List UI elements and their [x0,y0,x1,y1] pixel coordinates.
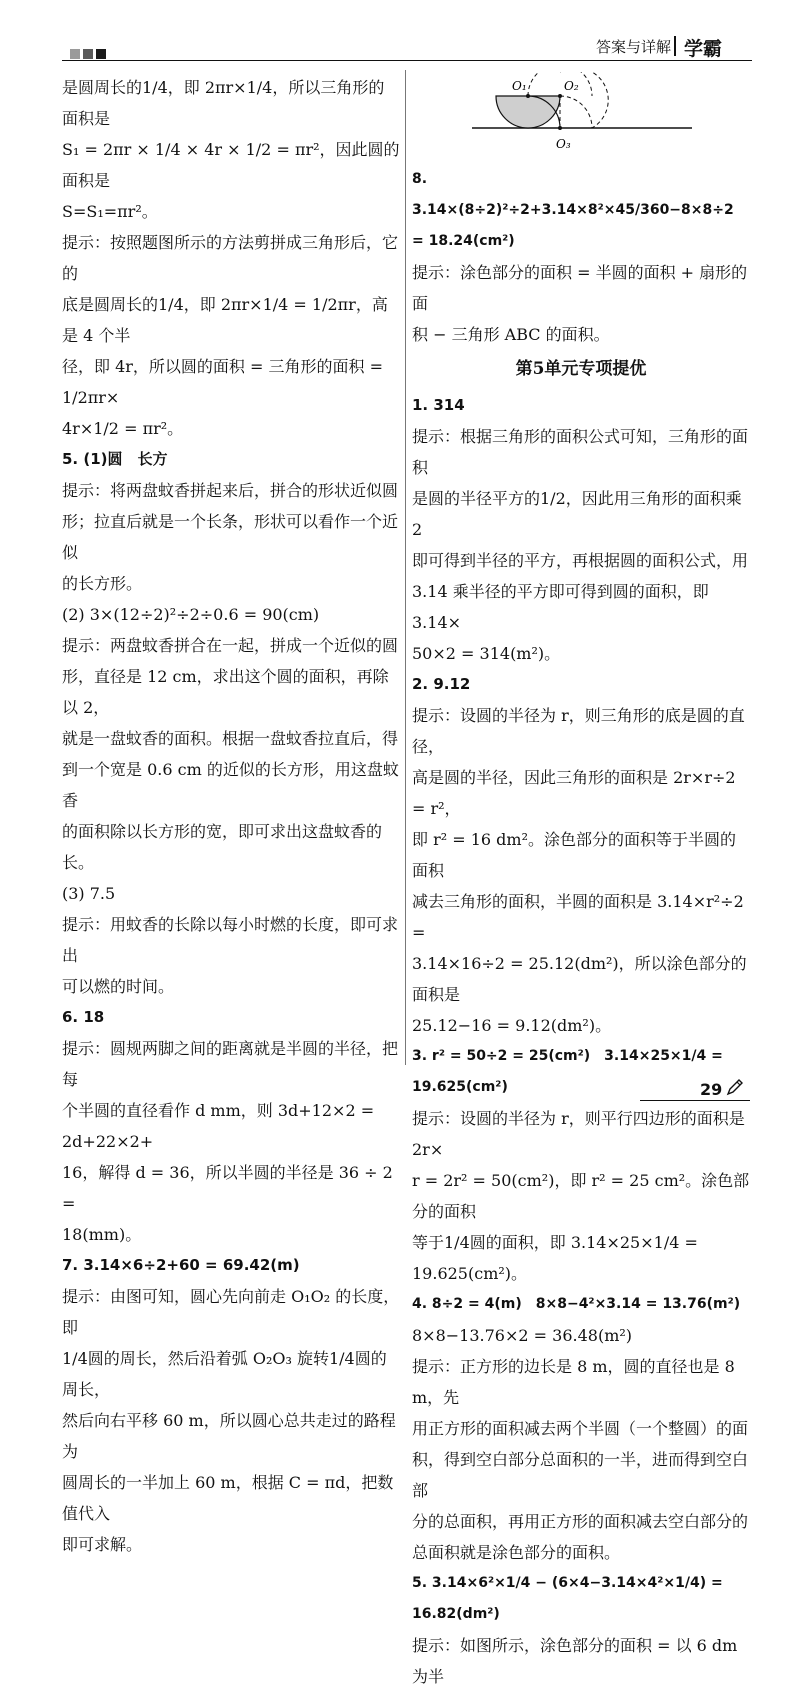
text-line: S₁ = 2πr × 1/4 × 4r × 1/2 = πr²，因此圆的面积是 [62,140,400,190]
hint-line: 提示：由图可知，圆心先向前走 O₁O₂ 的长度，即 [62,1287,400,1337]
hint-line: 提示：设圆的半径为 r，则平行四边形的面积是 2r× [412,1109,745,1159]
text-line: r = 2r² = 50(cm²)，即 r² = 25 cm²。涂色部分的面积 [412,1171,750,1221]
text-line: 就是一盘蚊香的面积。根据一盘蚊香拉直后，得 [62,729,399,748]
hint-line: 提示：如图所示，涂色部分的面积 = 以 6 dm 为半 [412,1636,738,1686]
answer-line: 8. 3.14×(8÷2)²÷2+3.14×8²×45/360−8×8÷2 = 18.24(cm²) [412,171,734,249]
square-light [70,49,80,59]
text-line: 是圆周长的1/4，即 2πr×1/4，所以三角形的面积是 [62,78,385,128]
hint-line: 提示：圆规两脚之间的距离就是半圆的半径，把每 [62,1039,399,1089]
text-line: 到一个宽是 0.6 cm 的近似的长方形，用这盘蚊香 [62,760,399,810]
pencil-icon [726,1078,744,1096]
shaded-semicircle [496,96,560,128]
dashed-arc-2 [560,96,592,128]
text-line: 16，解得 d = 36，所以半圆的半径是 36 ÷ 2 = [62,1163,393,1213]
text-line: 3.14 乘半径的平方即可得到圆的面积，即 3.14× [412,582,709,632]
hint-line: 提示：根据三角形的面积公式可知，三角形的面积 [412,427,749,477]
square-dark [96,49,106,59]
answer-line: 7. 3.14×6÷2+60 = 69.42(m) [62,1256,300,1274]
text-line: 总面积就是涂色部分的面积。 [412,1543,621,1562]
page-number: 29 [700,1080,723,1099]
page-header [0,0,800,60]
header-rule [62,60,752,61]
answer-line: 3. r² = 50÷2 = 25(cm²) 3.14×25×1/4 = 19.625(cm²) [412,1048,723,1095]
center-o1 [526,94,530,98]
answer-line: (3) 7.5 [62,884,116,903]
text-line: 积，得到空白部分总面积的一半，进而得到空白部 [412,1450,749,1500]
text-line: 是圆的半径平方的1/2，因此用三角形的面积乘 2 [412,489,742,539]
text-line: 25.12−16 = 9.12(dm²)。 [412,1016,612,1035]
header-separator [674,36,676,56]
left-column [62,72,400,1560]
center-o2 [558,94,562,98]
answer-line: 4. 8÷2 = 4(m) 8×8−4²×3.14 = 13.76(m²) [412,1296,741,1312]
text-line: 积 − 三角形 ABC 的面积。 [412,325,610,344]
answer-line: 2. 9.12 [412,675,471,693]
label-o2: O₂ [564,79,579,93]
text-line: 高是圆的半径，因此三角形的面积是 2r×r÷2 = r²， [412,768,736,818]
text-line: 18(mm)。 [62,1225,142,1244]
text-line: 然后向右平移 60 m，所以圆心总共走过的路程为 [62,1411,396,1461]
text-line: 即 r² = 16 dm²。涂色部分的面积等于半圆的面积 [412,830,737,880]
text-line: 4r×1/2 = πr²。 [62,419,184,438]
text-line: 即可求解。 [62,1535,143,1554]
right-column [412,72,750,1692]
footer-rule [640,1100,750,1101]
text-line: 减去三角形的面积，半圆的面积是 3.14×r²÷2 = [412,892,744,942]
text-line: 径，即 4r，所以圆的面积 = 三角形的面积 = 1/2πr× [62,357,383,407]
hint-line: 提示：用蚊香的长除以每小时燃的长度，即可求出 [62,915,399,965]
text-line: 底是圆周长的1/4，即 2πr×1/4 = 1/2πr，高是 4 个半 [62,295,388,345]
label-o3: O₃ [556,137,571,151]
center-o3 [558,126,562,130]
text-line: 分的总面积，再用正方形的面积减去空白部分的 [412,1512,749,1531]
hint-line: 提示：设圆的半径为 r，则三角形的底是圆的直径， [412,706,745,756]
answer-line: 5. 3.14×6²×1/4 − (6×4−3.14×4²×1/4) = 16.82(dm²) [412,1575,723,1622]
answer-line: 1. 314 [412,396,465,414]
text-line: 形，直径是 12 cm，求出这个圆的面积，再除以 2， [62,667,389,717]
column-divider [405,70,406,1065]
text-line: 的面积除以长方形的宽，即可求出这盘蚊香的长。 [62,822,383,872]
text-line: 50×2 = 314(m²)。 [412,644,561,663]
text-line: 可以燃的时间。 [62,977,175,996]
text-line: 形；拉直后就是一个长条，形状可以看作一个近似 [62,512,399,562]
header-brand: 学霸 [684,38,723,60]
hint-line: 提示：正方形的边长是 8 m，圆的直径也是 8 m，先 [412,1357,735,1407]
text-line: 的长方形。 [62,574,143,593]
text-line: 即可得到半径的平方，再根据圆的面积公式，用 [412,551,749,570]
hint-line: 提示：涂色部分的面积 = 半圆的面积 + 扇形的面 [412,263,748,313]
answer-line: (2) 3×(12÷2)²÷2÷0.6 = 90(cm) [62,605,320,624]
rolling-circle-figure [472,72,692,158]
hint-line: 提示：两盘蚊香拼合在一起，拼成一个近似的圆 [62,636,399,655]
text-line: 个半圆的直径看作 d mm，则 3d+12×2 = 2d+22×2+ [62,1101,375,1151]
square-mid [83,49,93,59]
text-line: 3.14×16÷2 = 25.12(dm²)，所以涂色部分的面积是 [412,954,747,1004]
header-title: 答案与详解 [596,38,672,56]
answer-line: 8×8−13.76×2 = 36.48(m²) [412,1326,633,1345]
section-title: 第5单元专项提优 [515,359,647,379]
hint-line: 提示：按照题图所示的方法剪拼成三角形后，它的 [62,233,399,283]
text-line: 1/4圆的周长，然后沿着弧 O₂O₃ 旋转1/4圆的周长， [62,1349,387,1399]
hint-line: 提示：将两盘蚊香拼起来后，拼合的形状近似圆 [62,481,399,500]
text-line: 圆周长的一半加上 60 m，根据 C = πd，把数值代入 [62,1473,394,1523]
label-o1: O₁ [512,79,527,93]
text-line: 用正方形的面积减去两个半圆（一个整圆）的面 [412,1419,749,1438]
text-line: S=S₁=πr²。 [62,202,158,221]
text-line: 等于1/4圆的面积，即 3.14×25×1/4 = 19.625(cm²)。 [412,1233,698,1283]
answer-line: 6. 18 [62,1008,105,1026]
answer-line: 5. (1)圆 长方 [62,450,168,468]
dashed-arc-1 [528,72,592,96]
